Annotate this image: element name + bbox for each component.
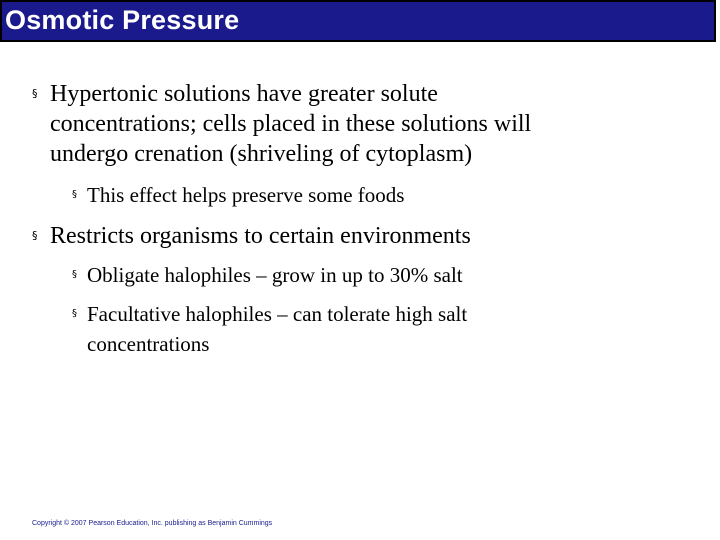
bullet-2-line-1: Restricts organisms to certain environments: [50, 223, 471, 249]
bullet-marker: §: [32, 229, 38, 242]
sub-bullet-marker: §: [72, 269, 77, 280]
slide-title: Osmotic Pressure: [5, 5, 240, 35]
sub-bullet-1-1-line-1: This effect helps preserve some foods: [87, 183, 405, 207]
sub-bullet-2-2-line-2: concentrations: [87, 332, 210, 356]
bullet-1-line-2: concentrations; cells placed in these solutions will: [50, 111, 532, 137]
sub-bullet-2-1-line-1: Obligate halophiles – grow in up to 30% salt: [87, 263, 463, 287]
sub-bullet-2-2-line-1: Facultative halophiles – can tolerate high salt: [87, 302, 468, 326]
sub-bullet-marker: §: [72, 308, 77, 319]
bullet-1-line-1: Hypertonic solutions have greater solute: [50, 81, 438, 107]
bullet-1-line-3: undergo crenation (shriveling of cytoplasm): [50, 141, 473, 167]
sub-bullet-marker: §: [72, 189, 77, 200]
title-bar: [0, 0, 716, 42]
bullet-marker: §: [32, 87, 38, 100]
copyright-footer: Copyright © 2007 Pearson Education, Inc. publishing as Benjamin Cummings: [32, 520, 273, 527]
